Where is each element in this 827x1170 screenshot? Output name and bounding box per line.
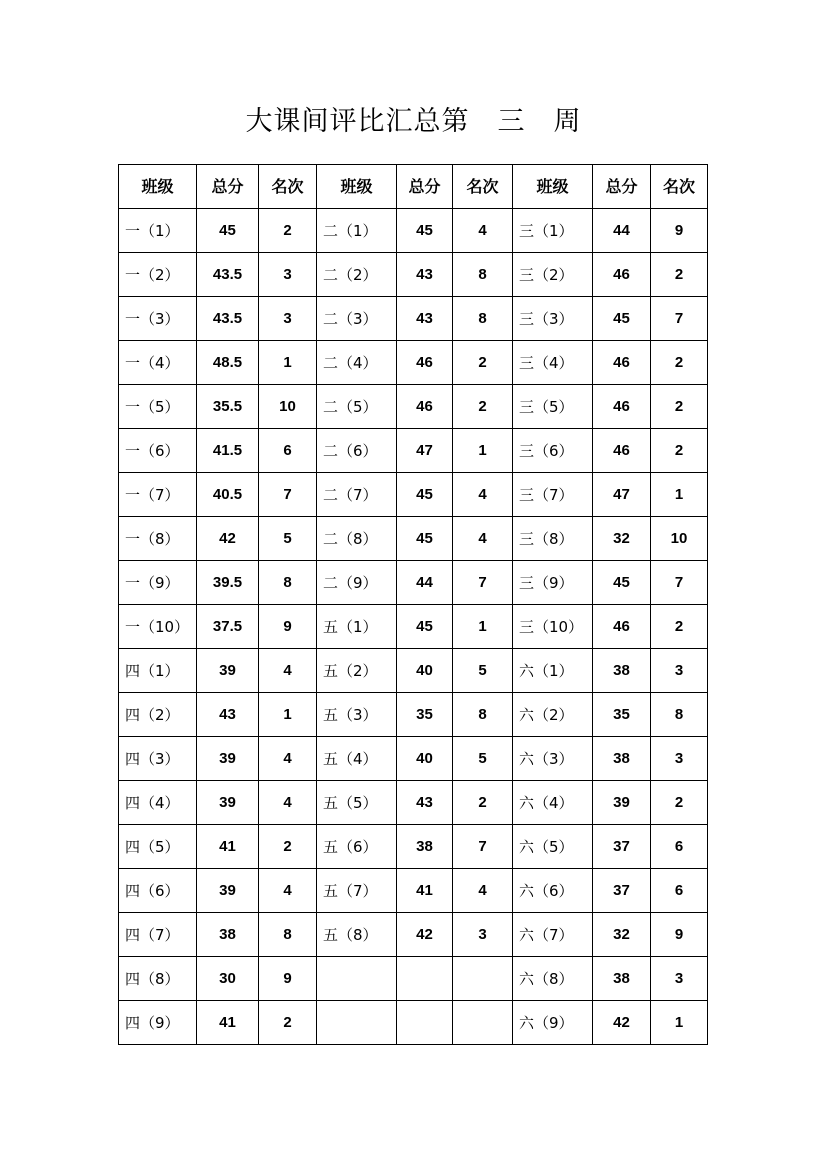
score-cell: 45 (397, 209, 453, 253)
column-header-class: 班级 (119, 165, 197, 209)
rank-cell: 7 (259, 473, 317, 517)
rank-cell: 5 (453, 649, 513, 693)
rank-cell: 3 (651, 957, 708, 1001)
score-cell: 46 (593, 429, 651, 473)
score-cell: 42 (593, 1001, 651, 1045)
class-cell: 二（1） (317, 209, 397, 253)
score-cell (397, 957, 453, 1001)
class-cell: 四（1） (119, 649, 197, 693)
class-cell: 一（5） (119, 385, 197, 429)
class-cell: 六（3） (513, 737, 593, 781)
score-cell: 46 (593, 341, 651, 385)
class-cell: 六（7） (513, 913, 593, 957)
table-row (119, 869, 708, 913)
rank-cell: 3 (259, 297, 317, 341)
class-cell: 三（6） (513, 429, 593, 473)
score-cell: 40 (397, 737, 453, 781)
score-cell: 45 (593, 297, 651, 341)
class-cell: 六（5） (513, 825, 593, 869)
class-cell: 二（8） (317, 517, 397, 561)
score-cell: 40 (397, 649, 453, 693)
score-cell: 46 (397, 341, 453, 385)
class-cell: 一（10） (119, 605, 197, 649)
column-header-score: 总分 (397, 165, 453, 209)
table-body (119, 209, 708, 1045)
class-cell (317, 1001, 397, 1045)
table-row (119, 253, 708, 297)
rank-cell: 4 (259, 869, 317, 913)
class-cell: 一（8） (119, 517, 197, 561)
rank-cell: 8 (259, 913, 317, 957)
class-cell: 三（5） (513, 385, 593, 429)
page-title: 大课间评比汇总第 三 周 (245, 106, 582, 137)
header-row (119, 165, 708, 209)
score-cell: 45 (397, 473, 453, 517)
rank-cell: 3 (453, 913, 513, 957)
class-cell: 四（7） (119, 913, 197, 957)
column-header-rank: 名次 (651, 165, 708, 209)
rank-cell: 8 (651, 693, 708, 737)
rank-cell: 2 (453, 781, 513, 825)
table-row (119, 385, 708, 429)
score-cell: 47 (593, 473, 651, 517)
column-header-rank: 名次 (259, 165, 317, 209)
class-cell: 二（9） (317, 561, 397, 605)
rank-cell: 5 (259, 517, 317, 561)
table-row (119, 781, 708, 825)
class-cell: 五（8） (317, 913, 397, 957)
score-cell: 46 (593, 253, 651, 297)
rank-cell: 3 (259, 253, 317, 297)
table-row (119, 825, 708, 869)
score-cell: 45 (197, 209, 259, 253)
score-cell: 46 (593, 385, 651, 429)
score-cell: 38 (593, 957, 651, 1001)
class-cell: 六（4） (513, 781, 593, 825)
score-cell: 47 (397, 429, 453, 473)
class-cell: 五（2） (317, 649, 397, 693)
rank-cell: 2 (651, 341, 708, 385)
class-cell: 四（2） (119, 693, 197, 737)
column-header-score: 总分 (593, 165, 651, 209)
score-cell: 37.5 (197, 605, 259, 649)
score-cell: 46 (397, 385, 453, 429)
class-cell: 三（8） (513, 517, 593, 561)
rank-cell (453, 957, 513, 1001)
class-cell: 一（1） (119, 209, 197, 253)
score-cell: 45 (397, 517, 453, 561)
table-row (119, 649, 708, 693)
class-cell: 三（4） (513, 341, 593, 385)
rank-cell: 7 (651, 561, 708, 605)
rank-cell: 8 (453, 693, 513, 737)
rank-cell: 9 (651, 209, 708, 253)
class-cell: 五（5） (317, 781, 397, 825)
score-cell: 43 (197, 693, 259, 737)
score-cell: 45 (593, 561, 651, 605)
table-row (119, 429, 708, 473)
rank-cell: 2 (259, 1001, 317, 1045)
score-cell: 43 (397, 253, 453, 297)
score-cell: 38 (593, 649, 651, 693)
class-cell: 二（6） (317, 429, 397, 473)
class-cell: 三（7） (513, 473, 593, 517)
score-cell: 43 (397, 297, 453, 341)
score-cell: 37 (593, 825, 651, 869)
class-cell: 三（10） (513, 605, 593, 649)
class-cell: 二（2） (317, 253, 397, 297)
score-cell: 37 (593, 869, 651, 913)
rank-cell: 1 (453, 429, 513, 473)
class-cell: 二（4） (317, 341, 397, 385)
score-cell: 43.5 (197, 253, 259, 297)
rank-cell: 6 (651, 825, 708, 869)
table-row (119, 517, 708, 561)
score-cell: 42 (197, 517, 259, 561)
score-cell: 32 (593, 913, 651, 957)
table-row (119, 1001, 708, 1045)
score-cell: 42 (397, 913, 453, 957)
score-cell: 39 (593, 781, 651, 825)
rank-cell: 1 (651, 473, 708, 517)
score-cell: 41 (397, 869, 453, 913)
class-cell: 四（9） (119, 1001, 197, 1045)
class-cell: 四（5） (119, 825, 197, 869)
rank-cell: 2 (651, 429, 708, 473)
score-cell: 40.5 (197, 473, 259, 517)
class-cell: 一（7） (119, 473, 197, 517)
table-row (119, 473, 708, 517)
class-cell: 一（6） (119, 429, 197, 473)
summary-table (118, 164, 708, 1045)
rank-cell: 4 (259, 781, 317, 825)
score-cell: 35.5 (197, 385, 259, 429)
score-cell: 48.5 (197, 341, 259, 385)
score-cell (397, 1001, 453, 1045)
rank-cell: 4 (453, 517, 513, 561)
rank-cell: 2 (651, 385, 708, 429)
rank-cell: 4 (259, 649, 317, 693)
class-cell: 四（4） (119, 781, 197, 825)
score-cell: 32 (593, 517, 651, 561)
score-cell: 39 (197, 737, 259, 781)
rank-cell: 2 (651, 781, 708, 825)
rank-cell: 8 (453, 297, 513, 341)
rank-cell: 10 (259, 385, 317, 429)
rank-cell: 2 (453, 341, 513, 385)
rank-cell: 2 (259, 825, 317, 869)
rank-cell: 10 (651, 517, 708, 561)
class-cell: 三（9） (513, 561, 593, 605)
rank-cell: 4 (453, 209, 513, 253)
score-cell: 39 (197, 649, 259, 693)
column-header-class: 班级 (513, 165, 593, 209)
class-cell: 五（1） (317, 605, 397, 649)
rank-cell: 7 (651, 297, 708, 341)
rank-cell: 1 (259, 693, 317, 737)
score-cell: 39 (197, 781, 259, 825)
rank-cell: 2 (651, 605, 708, 649)
score-cell: 41 (197, 1001, 259, 1045)
score-cell: 39 (197, 869, 259, 913)
class-cell: 一（3） (119, 297, 197, 341)
table-row (119, 737, 708, 781)
table-row (119, 957, 708, 1001)
table-row (119, 561, 708, 605)
rank-cell: 5 (453, 737, 513, 781)
table-row (119, 297, 708, 341)
class-cell: 五（7） (317, 869, 397, 913)
class-cell: 六（8） (513, 957, 593, 1001)
rank-cell: 4 (453, 869, 513, 913)
class-cell: 五（6） (317, 825, 397, 869)
column-header-rank: 名次 (453, 165, 513, 209)
rank-cell: 1 (453, 605, 513, 649)
rank-cell (453, 1001, 513, 1045)
rank-cell: 8 (259, 561, 317, 605)
score-cell: 41 (197, 825, 259, 869)
rank-cell: 9 (651, 913, 708, 957)
score-cell: 35 (397, 693, 453, 737)
rank-cell: 3 (651, 737, 708, 781)
score-cell: 35 (593, 693, 651, 737)
class-cell: 二（5） (317, 385, 397, 429)
score-cell: 43 (397, 781, 453, 825)
class-cell: 一（2） (119, 253, 197, 297)
table-row (119, 605, 708, 649)
class-cell: 六（6） (513, 869, 593, 913)
class-cell: 六（9） (513, 1001, 593, 1045)
class-cell: 一（4） (119, 341, 197, 385)
score-cell: 38 (197, 913, 259, 957)
class-cell: 五（4） (317, 737, 397, 781)
score-cell: 43.5 (197, 297, 259, 341)
table-row (119, 693, 708, 737)
class-cell: 六（2） (513, 693, 593, 737)
class-cell: 二（7） (317, 473, 397, 517)
score-cell: 38 (397, 825, 453, 869)
score-cell: 45 (397, 605, 453, 649)
rank-cell: 6 (651, 869, 708, 913)
score-cell: 38 (593, 737, 651, 781)
rank-cell: 9 (259, 605, 317, 649)
score-cell: 44 (593, 209, 651, 253)
score-cell: 41.5 (197, 429, 259, 473)
class-cell: 二（3） (317, 297, 397, 341)
class-cell (317, 957, 397, 1001)
rank-cell: 4 (453, 473, 513, 517)
rank-cell: 9 (259, 957, 317, 1001)
rank-cell: 4 (259, 737, 317, 781)
class-cell: 三（3） (513, 297, 593, 341)
rank-cell: 7 (453, 825, 513, 869)
class-cell: 四（8） (119, 957, 197, 1001)
rank-cell: 2 (453, 385, 513, 429)
rank-cell: 2 (259, 209, 317, 253)
class-cell: 六（1） (513, 649, 593, 693)
rank-cell: 6 (259, 429, 317, 473)
class-cell: 四（3） (119, 737, 197, 781)
score-cell: 30 (197, 957, 259, 1001)
table-row (119, 913, 708, 957)
score-cell: 46 (593, 605, 651, 649)
column-header-score: 总分 (197, 165, 259, 209)
class-cell: 三（2） (513, 253, 593, 297)
table-row (119, 341, 708, 385)
rank-cell: 7 (453, 561, 513, 605)
class-cell: 四（6） (119, 869, 197, 913)
table-row (119, 209, 708, 253)
rank-cell: 2 (651, 253, 708, 297)
score-cell: 39.5 (197, 561, 259, 605)
column-header-class: 班级 (317, 165, 397, 209)
rank-cell: 3 (651, 649, 708, 693)
rank-cell: 1 (651, 1001, 708, 1045)
rank-cell: 8 (453, 253, 513, 297)
rank-cell: 1 (259, 341, 317, 385)
class-cell: 五（3） (317, 693, 397, 737)
class-cell: 一（9） (119, 561, 197, 605)
score-cell: 44 (397, 561, 453, 605)
class-cell: 三（1） (513, 209, 593, 253)
